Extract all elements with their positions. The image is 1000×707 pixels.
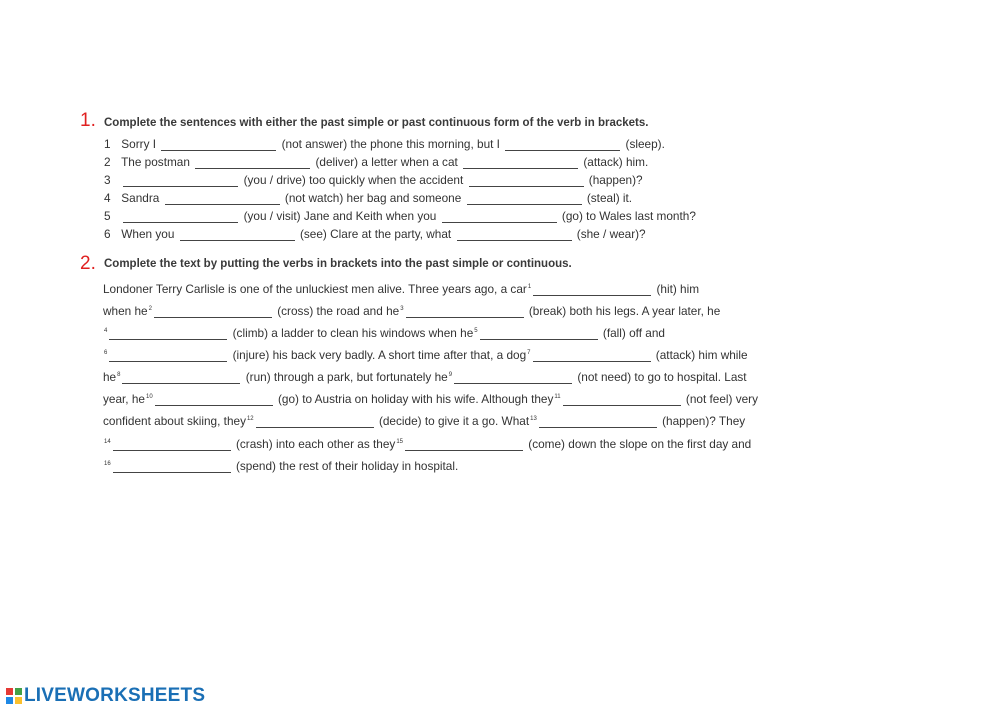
exercise-1-number: 1. <box>80 110 96 131</box>
text: (injure) his back very badly. A short time after that, a dog <box>232 348 527 362</box>
text: (crash) into each other as they <box>235 437 396 451</box>
sentence-number: 6 <box>104 227 111 241</box>
gap-number: 7 <box>527 350 531 357</box>
answer-blank[interactable] <box>165 194 280 205</box>
sentence-text: (not answer) the phone this morning, but I <box>281 137 500 151</box>
answer-blank[interactable] <box>463 158 578 169</box>
text: (fall) off and <box>602 326 665 340</box>
ex1-sentence-4 <box>104 193 632 205</box>
answer-blank[interactable] <box>256 417 374 428</box>
answer-blank[interactable] <box>123 176 238 187</box>
answer-blank[interactable] <box>539 417 657 428</box>
text: when he <box>103 304 148 318</box>
text: (hit) him <box>656 282 700 296</box>
text: he <box>103 370 117 384</box>
sentence-text: (she / wear)? <box>576 227 646 241</box>
answer-blank[interactable] <box>113 440 231 451</box>
text: (run) through a park, but fortunately he <box>245 370 448 384</box>
sentence-text: (happen)? <box>588 173 643 187</box>
ex2-line-6 <box>103 394 758 406</box>
answer-blank[interactable] <box>161 140 276 151</box>
exercise-2-number: 2. <box>80 253 96 274</box>
sentence-text: When you <box>121 227 175 241</box>
ex1-sentence-1 <box>104 139 665 151</box>
gap-number: 13 <box>530 416 537 423</box>
answer-blank[interactable] <box>180 230 295 241</box>
ex2-line-9 <box>103 461 458 473</box>
gap-number: 1 <box>527 284 532 291</box>
text: year, he <box>103 392 145 406</box>
answer-blank[interactable] <box>467 194 582 205</box>
gap-number: 2 <box>148 306 152 313</box>
sentence-text: (you / visit) Jane and Keith when you <box>243 209 437 223</box>
sentence-text: (see) Clare at the party, what <box>299 227 452 241</box>
answer-blank[interactable] <box>155 395 273 406</box>
ex2-line-7 <box>103 416 745 428</box>
ex2-line-8 <box>103 439 751 451</box>
gap-number: 3 <box>400 306 404 313</box>
sentence-text: Sorry I <box>121 137 157 151</box>
sentence-text: (go) to Wales last month? <box>561 209 696 223</box>
sentence-number: 5 <box>104 209 111 223</box>
answer-blank[interactable] <box>195 158 310 169</box>
text: (happen)? They <box>662 414 746 428</box>
gap-number: 6 <box>104 350 108 357</box>
gap-number: 14 <box>104 439 111 446</box>
gap-number: 16 <box>104 461 111 468</box>
text: (come) down the slope on the first day and <box>528 437 752 451</box>
sentence-text: Sandra <box>121 191 160 205</box>
answer-blank[interactable] <box>109 351 227 362</box>
ex2-line-3 <box>103 328 665 340</box>
text: (decide) to give it a go. What <box>378 414 530 428</box>
answer-blank[interactable] <box>109 329 227 340</box>
sentence-text: (steal) it. <box>586 191 633 205</box>
gap-number: 11 <box>554 394 561 401</box>
sentence-number: 1 <box>104 137 111 151</box>
text: (not need) to go to hospital. Last <box>577 370 747 384</box>
ex2-line-1 <box>103 284 699 296</box>
sentence-number: 3 <box>104 173 111 187</box>
answer-blank[interactable] <box>113 462 231 473</box>
answer-blank[interactable] <box>505 140 620 151</box>
answer-blank[interactable] <box>563 395 681 406</box>
sentence-text: (attack) him. <box>583 155 649 169</box>
gap-number: 4 <box>104 328 108 335</box>
text: (cross) the road and he <box>277 304 400 318</box>
answer-blank[interactable] <box>405 440 523 451</box>
gap-number: 12 <box>246 416 254 423</box>
liveworksheets-logo <box>6 685 205 707</box>
text: (spend) the rest of their holiday in hospital. <box>235 459 459 473</box>
answer-blank[interactable] <box>154 307 272 318</box>
answer-blank[interactable] <box>469 176 584 187</box>
gap-number: 9 <box>448 372 453 379</box>
answer-blank[interactable] <box>122 373 240 384</box>
sentence-text: (sleep). <box>625 137 665 151</box>
logo-grid-icon <box>6 688 22 704</box>
exercise-2-instructions: Complete the text by putting the verbs in brackets into the past simple or continuous. <box>104 258 572 270</box>
ex2-line-2 <box>103 306 720 318</box>
gap-number: 10 <box>145 394 153 401</box>
answer-blank[interactable] <box>406 307 524 318</box>
ex1-sentence-3 <box>104 175 643 187</box>
text: (attack) him while <box>655 348 748 362</box>
text: Londoner Terry Carlisle is one of the unluckiest men alive. Three years ago, a car <box>103 282 527 296</box>
ex1-sentence-2 <box>104 157 648 169</box>
gap-number: 8 <box>117 372 121 379</box>
answer-blank[interactable] <box>480 329 598 340</box>
text: (break) both his legs. A year later, he <box>528 304 721 318</box>
sentence-text: (not watch) her bag and someone <box>284 191 462 205</box>
sentence-text: The postman <box>121 155 190 169</box>
text: (go) to Austria on holiday with his wife. Although they <box>277 392 554 406</box>
ex2-line-5 <box>103 372 747 384</box>
answer-blank[interactable] <box>123 212 238 223</box>
sentence-number: 4 <box>104 191 111 205</box>
logo-text: LIVEWORKSHEETS <box>24 685 206 706</box>
sentence-text: (deliver) a letter when a cat <box>315 155 458 169</box>
text: (not feel) very <box>685 392 759 406</box>
answer-blank[interactable] <box>457 230 572 241</box>
text: (climb) a ladder to clean his windows when he <box>232 326 474 340</box>
sentence-text: (you / drive) too quickly when the accident <box>243 173 464 187</box>
exercise-1-instructions: Complete the sentences with either the past simple or past continuous form of the verb in brackets. <box>104 117 649 129</box>
answer-blank[interactable] <box>454 373 572 384</box>
ex1-sentence-6 <box>104 229 646 241</box>
answer-blank[interactable] <box>533 351 651 362</box>
ex2-line-4 <box>103 350 748 362</box>
text: confident about skiing, they <box>103 414 246 428</box>
gap-number: 5 <box>474 328 478 335</box>
ex1-sentence-5 <box>104 211 696 223</box>
sentence-number: 2 <box>104 155 111 169</box>
gap-number: 15 <box>396 439 403 446</box>
answer-blank[interactable] <box>442 212 557 223</box>
answer-blank[interactable] <box>533 285 651 296</box>
